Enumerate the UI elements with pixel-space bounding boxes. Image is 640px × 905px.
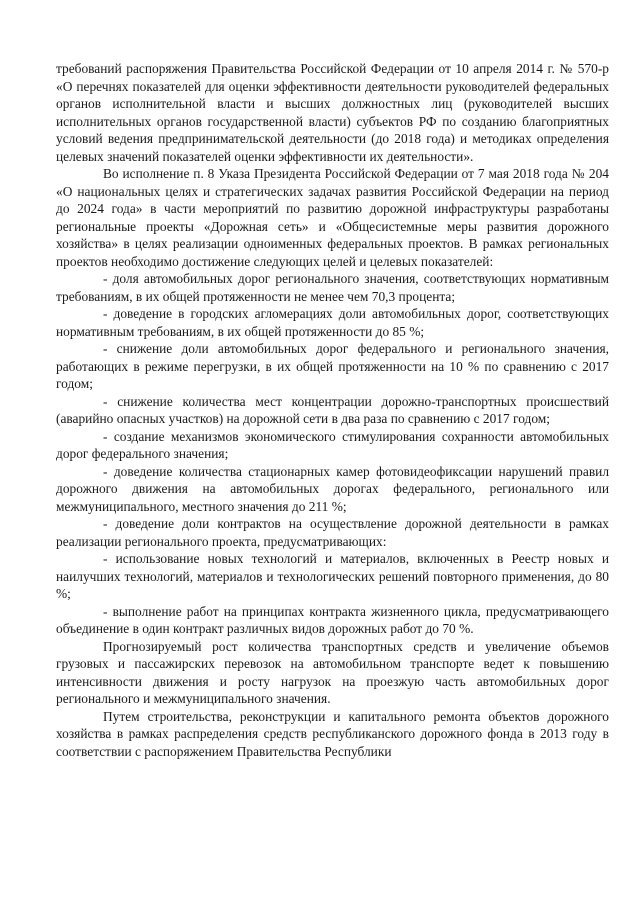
list-item-6: - доведение количества стационарных камер фотовидеофиксации нарушений правил дорожного движения на автомобильных дорогах федерального, регионального или межмуниципального, местного значения до 211 %;: [56, 463, 609, 514]
list-item-5: - создание механизмов экономического стимулирования сохранности автомобильных дорог федерального значения;: [56, 428, 609, 461]
list-item-7: - доведение доли контрактов на осуществление дорожной деятельности в рамках реализации регионального проекта, предусматривающих:: [56, 516, 609, 549]
document-page: [56, 60, 609, 760]
list-item-3: - снижение доли автомобильных дорог федерального и регионального значения, работающих в режиме перегрузки, в их общей протяженности на 10 % по сравнению с 2017 годом;: [56, 341, 609, 391]
list-item-1: - доля автомобильных дорог регионального значения, соответствующих нормативным требованиям, в их общей протяженности не менее чем 70,3 процента;: [56, 271, 609, 304]
list-item-9: - выполнение работ на принципах контракта жизненного цикла, предусматривающего объединение в один контракт различных видов дорожных работ до 70 %.: [56, 603, 609, 636]
paragraph-3: Прогнозируемый рост количества транспортных средств и увеличение объемов грузовых и пассажирских перевозок на автомобильном транспорте ведет к повышению интенсивности движения и росту нагрузок на проезжую часть автомобильных дорог регионального и межмуниципального значения.: [56, 638, 609, 706]
list-item-4: - снижение количества мест концентрации дорожно-транспортных происшествий (аварийно опасных участков) на дорожной сети в два раза по сравнению с 2017 годом;: [56, 393, 609, 426]
list-item-2: - доведение в городских агломерациях доли автомобильных дорог, соответствующих нормативным требованиям, в их общей протяженности до 85 %;: [56, 306, 609, 339]
list-item-8: - использование новых технологий и материалов, включенных в Реестр новых и наилучших технологий, материалов и технологических решений повторного применения, до 80 %;: [56, 551, 609, 601]
paragraph-1: требований распоряжения Правительства Российской Федерации от 10 апреля 2014 г. № 570-р «О перечнях показателей для оценки эффективности деятельности руководителей федеральных органов исполнительной власти и высших должностных лиц (руководителей высших исполнительных органов государственной власти) субъектов РФ по созданию благоприятных условий ведения предпринимательской деятельности (до 2018 года) и методиках определения целевых значений показателей оценки эффективности их деятельности».: [56, 61, 609, 164]
paragraph-2: Во исполнение п. 8 Указа Президента Российской Федерации от 7 мая 2018 года № 204 «О национальных целях и стратегических задачах развития Российской Федерации на период до 2024 года» в части мероприятий по развитию дорожной инфраструктуры разработаны региональные проекты «Дорожная сеть» и «Общесистемные меры развития дорожного хозяйства» в целях реализации одноименных федеральных проектов. В рамках региональных проектов необходимо достижение следующих целей и целевых показателей:: [56, 166, 609, 269]
paragraph-4: Путем строительства, реконструкции и капитального ремонта объектов дорожного хозяйства в рамках распределения средств республиканского дорожного фонда в 2013 году в соответствии с распоряжением Правительства Республики: [56, 708, 609, 759]
